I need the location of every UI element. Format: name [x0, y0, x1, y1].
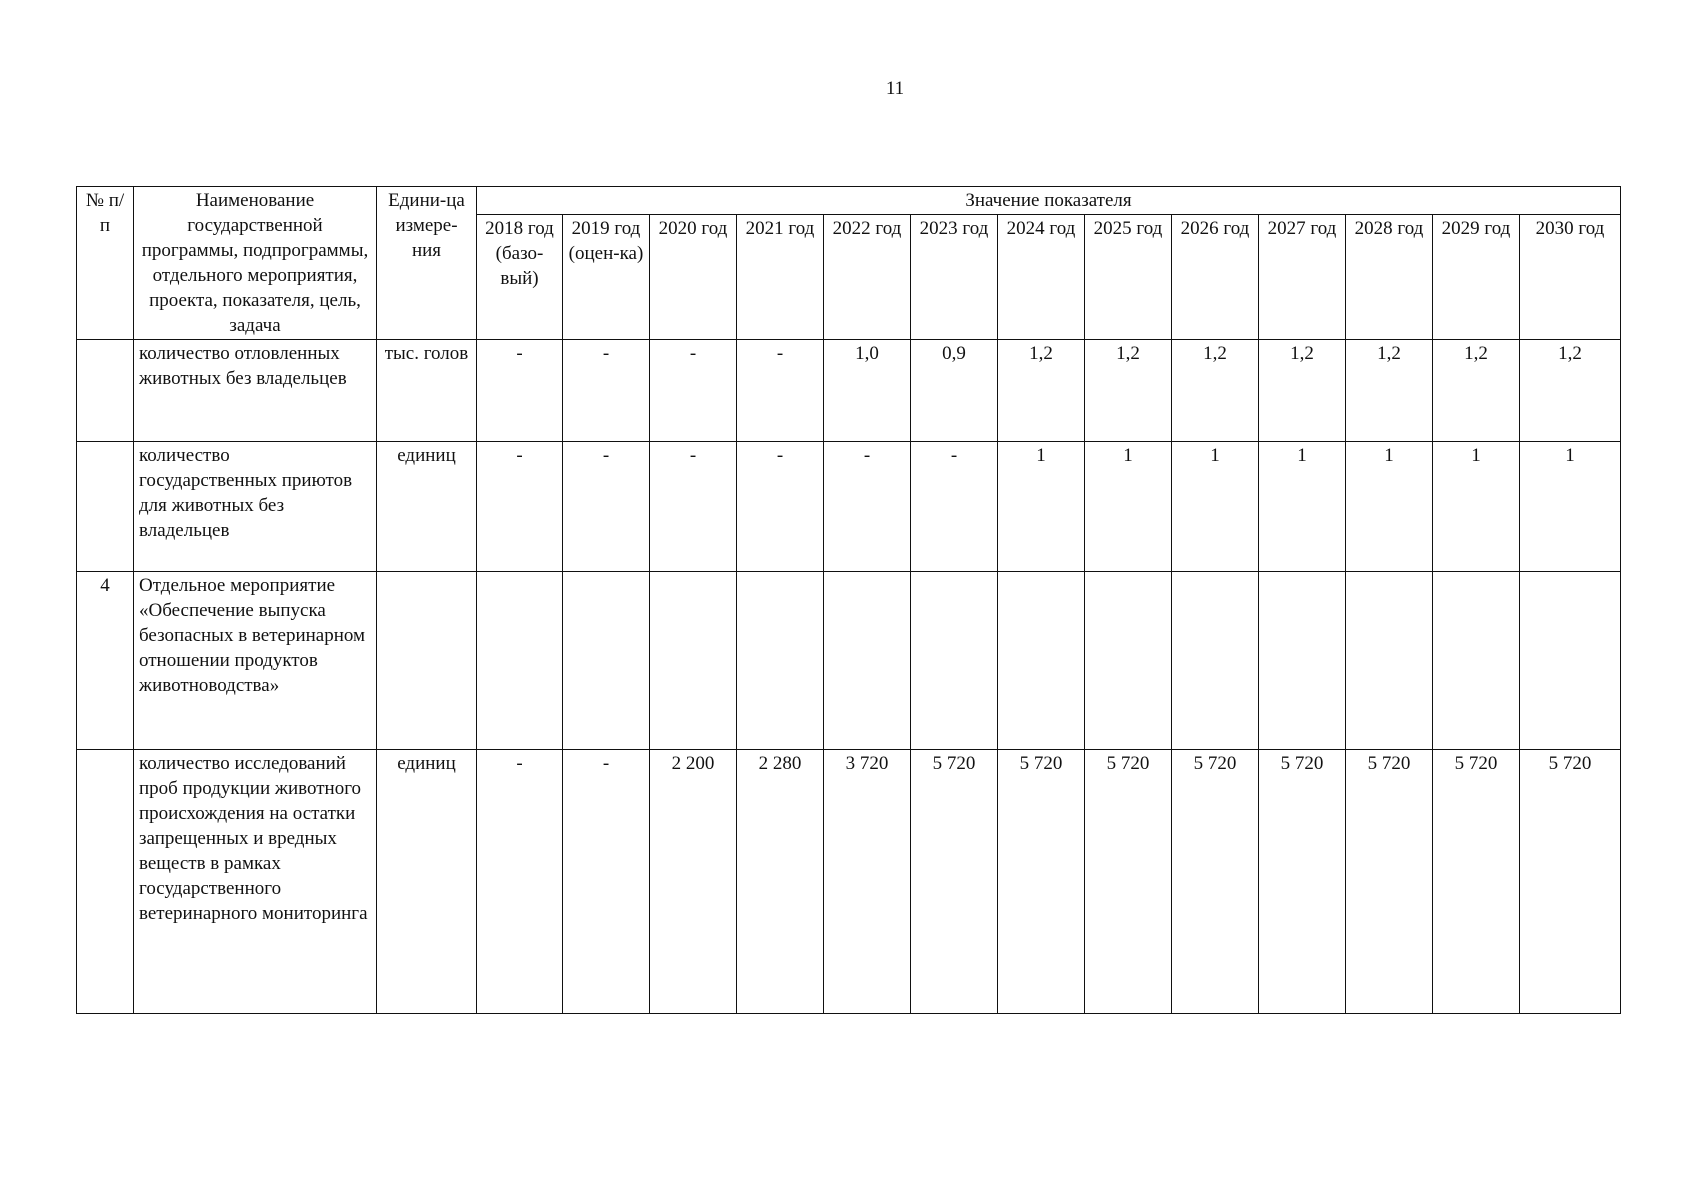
col-name-header: Наименование государственной программы, подпрограммы, отдельного мероприятия, проекта, показателя, цель, задача: [134, 187, 377, 340]
row-number: [77, 340, 134, 442]
row-name: количество исследований проб продукции животного происхождения на остатки запрещенных и вредных веществ в рамках государственного ветеринарного мониторинга: [134, 750, 377, 1014]
value-cell: 2 200: [650, 750, 737, 1014]
table-row: [77, 572, 1621, 750]
value-cell: 1: [1172, 442, 1259, 572]
year-header: 2025 год: [1085, 215, 1172, 340]
row-name: количество государственных приютов для животных без владельцев: [134, 442, 377, 572]
value-cell: [1259, 572, 1346, 750]
value-cell: -: [737, 340, 824, 442]
row-unit: [377, 572, 477, 750]
row-number: [77, 442, 134, 572]
year-header: 2030 год: [1520, 215, 1621, 340]
value-cell: 1,2: [1085, 340, 1172, 442]
value-cell: [477, 572, 563, 750]
value-cell: 5 720: [911, 750, 998, 1014]
row-name: Отдельное мероприятие «Обеспечение выпуска безопасных в ветеринарном отношении продуктов животноводства»: [134, 572, 377, 750]
value-cell: -: [477, 340, 563, 442]
value-cell: 1,2: [1433, 340, 1520, 442]
value-cell: 1,2: [1172, 340, 1259, 442]
value-cell: 5 720: [1172, 750, 1259, 1014]
value-cell: -: [650, 442, 737, 572]
value-cell: 1: [1520, 442, 1621, 572]
value-cell: -: [650, 340, 737, 442]
col-unit-header: Едини-ца измере-ния: [377, 187, 477, 340]
year-header: 2022 год: [824, 215, 911, 340]
value-cell: 1: [1346, 442, 1433, 572]
value-cell: -: [563, 442, 650, 572]
header-row-main: [77, 187, 1621, 215]
value-cell: 1,2: [998, 340, 1085, 442]
table-row: [77, 750, 1621, 1014]
page-number: 11: [885, 78, 905, 99]
value-cell: 5 720: [1433, 750, 1520, 1014]
value-cell: 5 720: [1259, 750, 1346, 1014]
value-cell: [824, 572, 911, 750]
year-header: 2024 год: [998, 215, 1085, 340]
value-cell: 0,9: [911, 340, 998, 442]
indicators-table: [76, 186, 1621, 1014]
value-cell: [1085, 572, 1172, 750]
row-name: количество отловленных животных без владельцев: [134, 340, 377, 442]
year-header: 2026 год: [1172, 215, 1259, 340]
value-cell: 1: [1085, 442, 1172, 572]
value-cell: 5 720: [1520, 750, 1621, 1014]
col-values-header: Значение показателя: [477, 187, 1621, 215]
value-cell: [737, 572, 824, 750]
row-number: [77, 750, 134, 1014]
col-number-header: № п/п: [77, 187, 134, 340]
value-cell: 5 720: [998, 750, 1085, 1014]
year-header: 2021 год: [737, 215, 824, 340]
year-header: 2019 год (оцен-ка): [563, 215, 650, 340]
value-cell: 1,0: [824, 340, 911, 442]
table-row: [77, 340, 1621, 442]
value-cell: [1346, 572, 1433, 750]
value-cell: 1: [998, 442, 1085, 572]
value-cell: 1: [1259, 442, 1346, 572]
year-header: 2028 год: [1346, 215, 1433, 340]
row-number: 4: [77, 572, 134, 750]
value-cell: -: [563, 750, 650, 1014]
value-cell: -: [911, 442, 998, 572]
value-cell: [1433, 572, 1520, 750]
value-cell: 5 720: [1085, 750, 1172, 1014]
value-cell: 1,2: [1259, 340, 1346, 442]
value-cell: [911, 572, 998, 750]
value-cell: 5 720: [1346, 750, 1433, 1014]
row-unit: единиц: [377, 442, 477, 572]
value-cell: -: [824, 442, 911, 572]
value-cell: [998, 572, 1085, 750]
table-row: [77, 442, 1621, 572]
year-header: 2018 год (базо-вый): [477, 215, 563, 340]
row-unit: тыс. голов: [377, 340, 477, 442]
value-cell: [1172, 572, 1259, 750]
value-cell: -: [477, 442, 563, 572]
value-cell: -: [477, 750, 563, 1014]
year-header: 2029 год: [1433, 215, 1520, 340]
value-cell: 1: [1433, 442, 1520, 572]
value-cell: 3 720: [824, 750, 911, 1014]
value-cell: 1,2: [1520, 340, 1621, 442]
value-cell: 1,2: [1346, 340, 1433, 442]
value-cell: 2 280: [737, 750, 824, 1014]
year-header: 2023 год: [911, 215, 998, 340]
value-cell: [1520, 572, 1621, 750]
value-cell: -: [563, 340, 650, 442]
value-cell: -: [737, 442, 824, 572]
year-header: 2027 год: [1259, 215, 1346, 340]
value-cell: [650, 572, 737, 750]
value-cell: [563, 572, 650, 750]
row-unit: единиц: [377, 750, 477, 1014]
year-header: 2020 год: [650, 215, 737, 340]
